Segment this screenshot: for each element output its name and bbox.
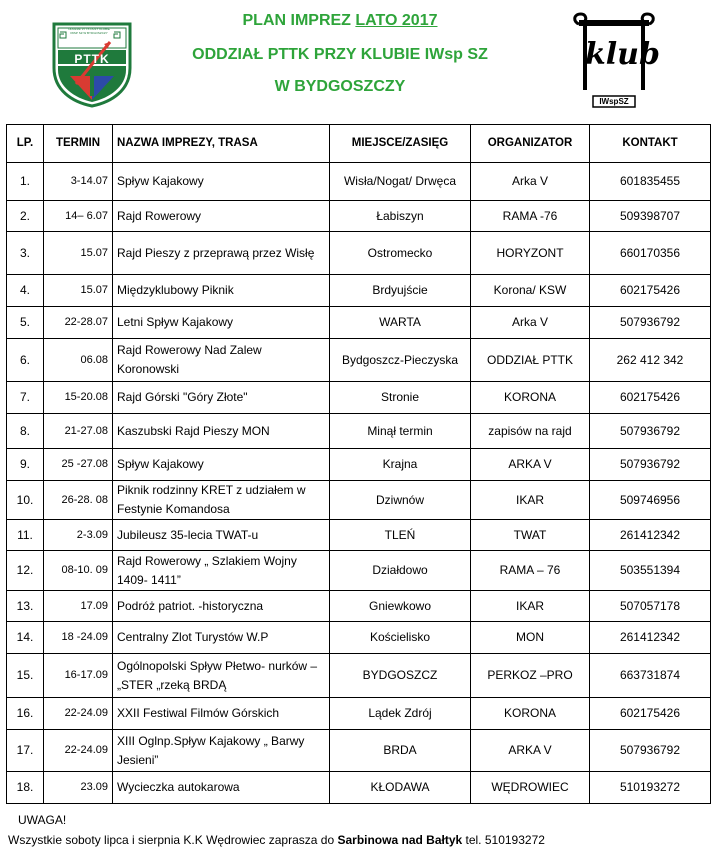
cell-miejsce: Minął termin [330, 414, 471, 449]
cell-termin: 18 -24.09 [44, 622, 113, 654]
pttk-logo-small-text: ODDZIAŁ PTTK PRZY KLUBIE IWSP SZ W BYDGOSZCZY [68, 27, 110, 35]
cell-lp: 8. [7, 414, 44, 449]
table-row [7, 382, 711, 414]
cell-lp: 13. [7, 591, 44, 622]
footer-destination: Sarbinowa nad Bałtyk [337, 833, 463, 847]
cell-miejsce: Stronie [330, 382, 471, 414]
cell-miejsce: Bydgoszcz-Pieczyska [330, 339, 471, 382]
cell-termin: 15.07 [44, 232, 113, 275]
title-line-2: ODDZIAŁ PTTK PRZY KLUBIE IWsp SZ [192, 46, 488, 63]
cell-miejsce: WARTA [330, 307, 471, 339]
table-row [7, 201, 711, 232]
cell-termin: 22-24.09 [44, 730, 113, 772]
cell-kontakt: 663731874 [590, 654, 711, 698]
cell-miejsce: Brdyujście [330, 275, 471, 307]
cell-organizator: RAMA – 76 [471, 551, 590, 591]
cell-miejsce: BYDGOSZCZ [330, 654, 471, 698]
cell-termin: 17.09 [44, 591, 113, 622]
cell-lp: 15. [7, 654, 44, 698]
cell-termin: 22-24.09 [44, 698, 113, 730]
cell-organizator: KORONA [471, 698, 590, 730]
cell-nazwa: Podróż patriot. -historyczna [113, 591, 330, 622]
cell-lp: 4. [7, 275, 44, 307]
cell-nazwa: Centralny Zlot Turystów W.P [113, 622, 330, 654]
table-header-row [7, 125, 711, 163]
cell-termin: 23.09 [44, 772, 113, 804]
cell-termin: 06.08 [44, 339, 113, 382]
cell-miejsce: Kościelisko [330, 622, 471, 654]
cell-nazwa: Rajd Rowerowy „ Szlakiem Wojny 1409- 1411” [113, 551, 330, 591]
col-header-lp: LP. [7, 125, 44, 163]
cell-kontakt: 509398707 [590, 201, 711, 232]
col-header-kontakt: KONTAKT [590, 125, 711, 163]
cell-lp: 16. [7, 698, 44, 730]
title-prefix: PLAN IMPREZ [242, 12, 356, 29]
col-header-organizator: ORGANIZATOR [471, 125, 590, 163]
table-row [7, 275, 711, 307]
cell-miejsce: Lądek Zdrój [330, 698, 471, 730]
cell-kontakt: 507936792 [590, 449, 711, 481]
table-row [7, 622, 711, 654]
col-header-miejsce: MIEJSCE/ZASIĘG [330, 125, 471, 163]
cell-organizator: zapisów na rajd [471, 414, 590, 449]
page-title [130, 12, 550, 30]
cell-lp: 6. [7, 339, 44, 382]
table-body [7, 163, 711, 804]
cell-lp: 14. [7, 622, 44, 654]
cell-organizator: Arka V [471, 163, 590, 201]
cell-kontakt: 507936792 [590, 307, 711, 339]
cell-termin: 2-3.09 [44, 520, 113, 551]
table-row [7, 449, 711, 481]
cell-organizator: ARKA V [471, 449, 590, 481]
table-row [7, 698, 711, 730]
cell-organizator: PERKOZ –PRO [471, 654, 590, 698]
cell-kontakt: 602175426 [590, 275, 711, 307]
table-row [7, 730, 711, 772]
footer-phone: tel. 510193272 [462, 833, 545, 847]
cell-nazwa: Kaszubski Rajd Pieszy MON [113, 414, 330, 449]
cell-organizator: IKAR [471, 591, 590, 622]
cell-kontakt: 261412342 [590, 520, 711, 551]
col-header-nazwa: NAZWA IMPREZY, TRASA [113, 125, 330, 163]
cell-lp: 3. [7, 232, 44, 275]
cell-lp: 11. [7, 520, 44, 551]
cell-kontakt: 507936792 [590, 414, 711, 449]
cell-organizator: WĘDROWIEC [471, 772, 590, 804]
cell-kontakt: 262 412 342 [590, 339, 711, 382]
cell-organizator: HORYZONT [471, 232, 590, 275]
table-row [7, 591, 711, 622]
cell-kontakt: 602175426 [590, 382, 711, 414]
cell-kontakt: 507936792 [590, 730, 711, 772]
title-season: LATO 2017 [355, 12, 438, 29]
cell-termin: 15.07 [44, 275, 113, 307]
cell-miejsce: Wisła/Nogat/ Drwęca [330, 163, 471, 201]
table-row [7, 551, 711, 591]
page-header [0, 0, 720, 122]
cell-kontakt: 509746956 [590, 481, 711, 520]
cell-termin: 3-14.07 [44, 163, 113, 201]
cell-kontakt: 601835455 [590, 163, 711, 201]
table-row [7, 307, 711, 339]
cell-nazwa: Międzyklubowy Piknik [113, 275, 330, 307]
cell-nazwa: Rajd Rowerowy Nad Zalew Koronowski [113, 339, 330, 382]
cell-nazwa: Letni Spływ Kajakowy [113, 307, 330, 339]
pttk-logo-text: PTTK [74, 52, 110, 66]
cell-miejsce: BRDA [330, 730, 471, 772]
klub-logo-badge: IWspSZ [599, 97, 629, 106]
footer-info [8, 833, 545, 847]
cell-lp: 12. [7, 551, 44, 591]
cell-termin: 21-27.08 [44, 414, 113, 449]
table-row [7, 654, 711, 698]
cell-miejsce: KŁODAWA [330, 772, 471, 804]
cell-lp: 10. [7, 481, 44, 520]
cell-nazwa: Spływ Kajakowy [113, 163, 330, 201]
cell-nazwa: Wycieczka autokarowa [113, 772, 330, 804]
cell-kontakt: 602175426 [590, 698, 711, 730]
table-row [7, 772, 711, 804]
cell-termin: 15-20.08 [44, 382, 113, 414]
cell-organizator: Arka V [471, 307, 590, 339]
cell-miejsce: Krajna [330, 449, 471, 481]
cell-nazwa: Jubileusz 35-lecia TWAT-u [113, 520, 330, 551]
cell-nazwa: Ogólnopolski Spływ Płetwo- nurków – „STER „rzeką BRDĄ [113, 654, 330, 698]
cell-organizator: IKAR [471, 481, 590, 520]
footer-text: Wszystkie soboty lipca i sierpnia K.K Wędrowiec zaprasza do [8, 833, 338, 847]
cell-organizator: MON [471, 622, 590, 654]
col-header-termin: TERMIN [44, 125, 113, 163]
cell-lp: 2. [7, 201, 44, 232]
cell-nazwa: Rajd Górski "Góry Złote" [113, 382, 330, 414]
cell-kontakt: 503551394 [590, 551, 711, 591]
cell-nazwa: XIII Oglnp.Spływ Kajakowy „ Barwy Jesieni” [113, 730, 330, 772]
cell-lp: 18. [7, 772, 44, 804]
cell-lp: 7. [7, 382, 44, 414]
cell-kontakt: 261412342 [590, 622, 711, 654]
cell-termin: 26-28. 08 [44, 481, 113, 520]
cell-termin: 14– 6.07 [44, 201, 113, 232]
cell-lp: 17. [7, 730, 44, 772]
cell-kontakt: 510193272 [590, 772, 711, 804]
cell-nazwa: Piknik rodzinny KRET z udziałem w Festynie Komandosa [113, 481, 330, 520]
note-warning: UWAGA! [18, 813, 67, 827]
table-row [7, 520, 711, 551]
cell-miejsce: Łabiszyn [330, 201, 471, 232]
cell-lp: 1. [7, 163, 44, 201]
table-row [7, 163, 711, 201]
title-line-3: W BYDGOSZCZY [274, 78, 406, 95]
events-table [6, 124, 711, 804]
cell-miejsce: TLEŃ [330, 520, 471, 551]
cell-organizator: ODDZIAŁ PTTK [471, 339, 590, 382]
cell-organizator: Korona/ KSW [471, 275, 590, 307]
table-row [7, 414, 711, 449]
cell-miejsce: Ostromecko [330, 232, 471, 275]
cell-miejsce: Działdowo [330, 551, 471, 591]
cell-organizator: KORONA [471, 382, 590, 414]
table-row [7, 232, 711, 275]
cell-miejsce: Gniewkowo [330, 591, 471, 622]
table-row [7, 339, 711, 382]
cell-organizator: TWAT [471, 520, 590, 551]
cell-termin: 08-10. 09 [44, 551, 113, 591]
cell-kontakt: 507057178 [590, 591, 711, 622]
cell-nazwa: Rajd Rowerowy [113, 201, 330, 232]
cell-lp: 5. [7, 307, 44, 339]
cell-organizator: ARKA V [471, 730, 590, 772]
cell-termin: 25 -27.08 [44, 449, 113, 481]
cell-lp: 9. [7, 449, 44, 481]
cell-kontakt: 660170356 [590, 232, 711, 275]
cell-miejsce: Dziwnów [330, 481, 471, 520]
table-row [7, 481, 711, 520]
cell-termin: 22-28.07 [44, 307, 113, 339]
cell-organizator: RAMA -76 [471, 201, 590, 232]
cell-termin: 16-17.09 [44, 654, 113, 698]
cell-nazwa: Spływ Kajakowy [113, 449, 330, 481]
klub-logo-text: klub [585, 37, 660, 72]
cell-nazwa: XXII Festiwal Filmów Górskich [113, 698, 330, 730]
cell-nazwa: Rajd Pieszy z przeprawą przez Wisłę [113, 232, 330, 275]
